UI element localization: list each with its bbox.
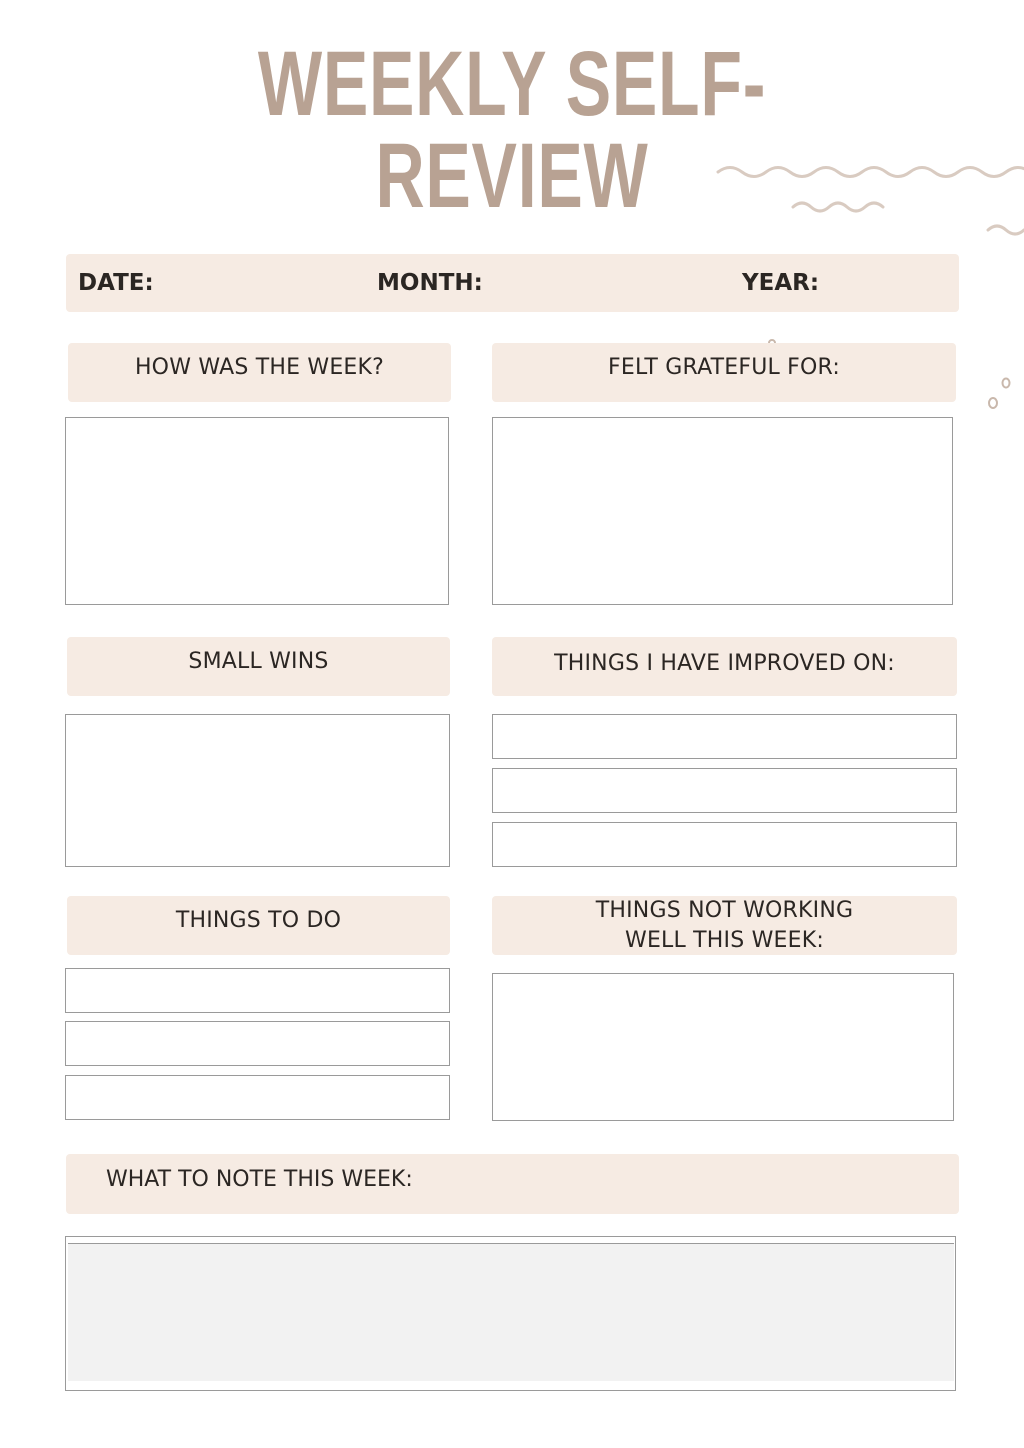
wave-line-right: [988, 226, 1024, 234]
how-was-week-label: HOW WAS THE WEEK?: [134, 355, 385, 380]
small-wins-input[interactable]: [65, 714, 450, 867]
improved-input-line[interactable]: [492, 768, 957, 813]
todo-input-line[interactable]: [65, 1075, 450, 1120]
month-label: MONTH:: [377, 270, 483, 296]
date-label: DATE:: [78, 270, 154, 296]
todo-input-line[interactable]: [65, 968, 450, 1013]
note-input-fill: [68, 1243, 954, 1381]
section-header-small-wins: [67, 637, 450, 696]
small-wins-label: SMALL WINS: [188, 649, 329, 674]
section-header-note: [66, 1154, 959, 1214]
todo-input-line[interactable]: [65, 1021, 450, 1066]
note-input[interactable]: [65, 1236, 956, 1391]
not-working-label-line2: WELL THIS WEEK:: [625, 928, 824, 953]
section-header-how-was-week: [68, 343, 451, 402]
bubble: [1003, 379, 1010, 388]
improved-label: THINGS I HAVE IMPROVED ON:: [554, 651, 895, 676]
bubble: [989, 398, 997, 408]
not-working-label-line1: THINGS NOT WORKING: [595, 898, 854, 923]
grateful-label: FELT GRATEFUL FOR:: [608, 355, 840, 380]
date-band: [66, 254, 959, 312]
note-label: WHAT TO NOTE THIS WEEK:: [106, 1167, 413, 1192]
section-header-grateful: [492, 343, 956, 402]
how-was-week-input[interactable]: [65, 417, 449, 605]
section-header-improved: [492, 637, 957, 696]
grateful-input[interactable]: [492, 417, 953, 605]
section-header-things-to-do: [67, 896, 450, 955]
improved-input-line[interactable]: [492, 822, 957, 867]
not-working-input[interactable]: [492, 973, 954, 1121]
improved-input-line[interactable]: [492, 714, 957, 759]
year-label: YEAR:: [742, 270, 820, 296]
page-title: WEEKLY SELF-REVIEW: [257, 33, 767, 227]
things-to-do-label: THINGS TO DO: [175, 908, 342, 933]
section-header-not-working: [492, 896, 957, 955]
